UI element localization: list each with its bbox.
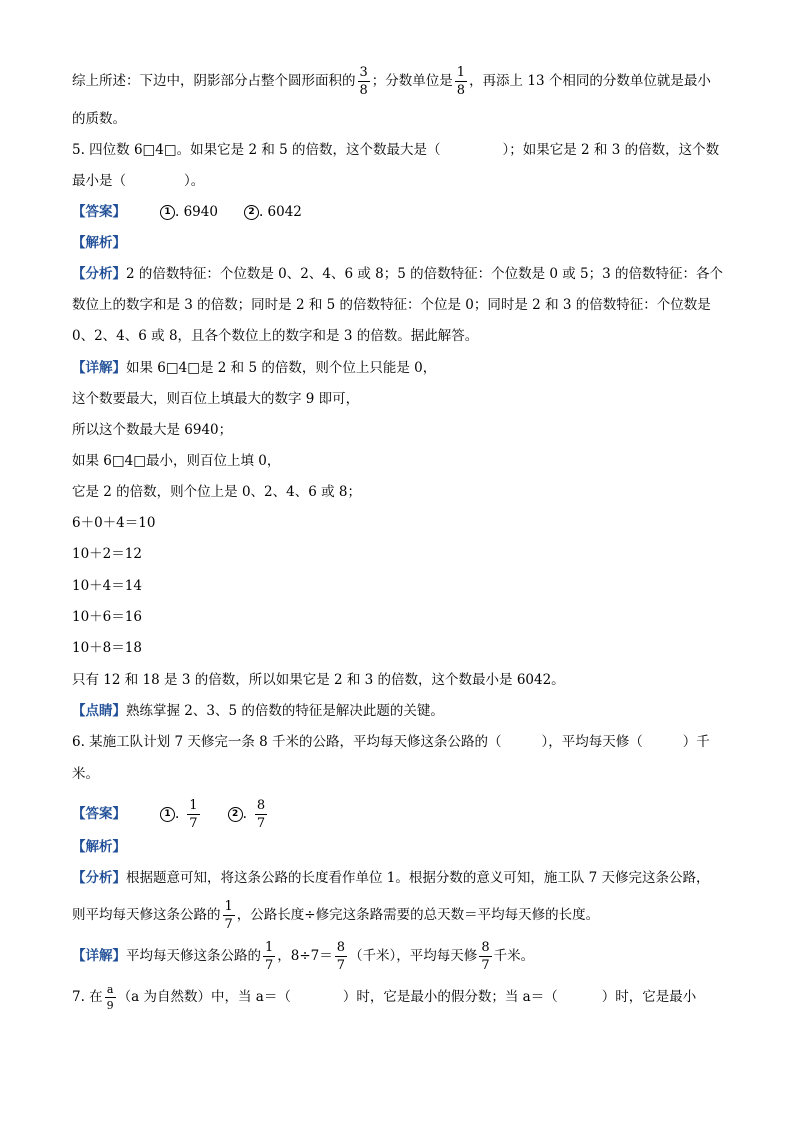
question-6-line-1 [72,733,710,751]
answer-dot: . [175,806,180,822]
fraction-numerator: 1 [189,797,198,813]
fraction-one-seventh [263,941,275,972]
question-5-text-d: ）。 [184,173,205,189]
fraction-denominator: 8 [456,83,466,98]
fraction-denominator: 7 [265,957,274,973]
question-7-text-b: （a 为自然数）中，当 a＝（ [117,989,291,1005]
summary-line-2: 的质数。 [72,111,126,127]
xiangjie-tag: 【详解】 [72,360,126,376]
xiangjie-5-line-3: 所以这个数最大是 6940； [72,422,233,438]
fenxi-5-line-2: 数位上的数字和是 3 的倍数；同时是 2 和 5 的倍数特征：个位是 0；同时是 2 和 3 的倍数特征：个位数是 [72,297,711,313]
answer-6 [72,794,269,834]
xiangjie-6-text-c: （千米），平均每天修 [349,948,478,964]
xiangjie-6-text-d: 千米。 [493,948,535,964]
circled-number-1: 1 [160,807,175,822]
question-6-text-b: ），平均每天修（ [541,734,643,750]
question-5-text-b: ）；如果它是 2 和 3 的倍数，这个数 [502,142,720,158]
fraction-denominator: 7 [336,957,346,973]
answer-tag: 【答案】 [72,806,126,822]
summary-text-c: ，再添上 13 个相同的分数单位就是最小 [469,73,711,89]
fraction-numerator: 8 [481,939,490,955]
fenxi-6-text-b: ，公路长度÷修完这条路需要的总天数＝平均每天修的长度。 [236,907,600,923]
fenxi-6-line-1 [72,869,710,887]
fraction-numerator: 1 [456,65,466,80]
equation-line-5: 10＋8＝18 [72,640,142,656]
question-6-text-c: ）千 [682,734,710,750]
fraction-a-ninths [105,984,116,1011]
xiangjie-tag: 【详解】 [72,948,126,964]
jiexi-tag: 【解析】 [72,839,126,855]
xiangjie-6-text-a: 平均每天修这条公路的 [126,948,261,964]
jiexi-6 [72,838,126,856]
fraction-denominator: 9 [106,998,114,1012]
xiangjie-6 [72,937,534,975]
xiangjie-5-line-1 [72,359,436,377]
fenxi-tag: 【分析】 [72,266,126,282]
fenxi-6-text-a: 则平均每天修这条公路的 [72,907,221,923]
fenxi-tag: 【分析】 [72,870,126,886]
question-7-text-a: 7. 在 [72,989,103,1005]
question-5-text-c: 最小是（ [72,173,126,189]
fenxi-6-text-1: 根据题意可知，将这条公路的长度看作单位 1。根据分数的意义可知，施工队 7 天修完这条公路， [126,870,710,886]
fraction-eight-sevenths [479,941,491,972]
fraction-numerator: a [106,982,114,996]
fenxi-5-line-3: 0、2、4、6 或 8，且各个数位上的数字和是 3 的倍数。据此解答。 [72,328,479,344]
equation-line-2: 10＋2＝12 [72,546,142,562]
equation-line-3: 10＋4＝14 [72,578,142,594]
question-6-text-a: 6. 某施工队计划 7 天修完一条 8 千米的公路，平均每天修这条公路的（ [72,734,502,750]
answer-5-value-1: . 6940 [175,204,218,220]
answer-5 [72,203,302,221]
fenxi-5-text-1: 2 的倍数特征：个位数是 0、2、4、6 或 8；5 的倍数特征：个位数是 0 或 5；3 的倍数特征：各个 [126,266,724,282]
question-5-text-a: 5. 四位数 6□4□。如果它是 2 和 5 的倍数，这个数最大是（ [72,142,441,158]
fraction-three-eighths [358,66,370,97]
circled-number-2: 2 [228,807,243,822]
circled-number-2: 2 [244,205,259,220]
equation-line-1: 6＋0＋4＝10 [72,515,156,531]
dianjing-tag: 【点睛】 [72,703,126,719]
question-5-line-2 [72,172,204,190]
fraction-numerator: 1 [265,939,274,955]
fraction-one-seventh [187,799,199,830]
summary-text-b: ；分数单位是 [371,73,453,89]
fraction-one-seventh [223,900,235,931]
question-5-line-1 [72,141,719,159]
equation-line-4: 10＋6＝16 [72,609,142,625]
circled-number-1: 1 [160,205,175,220]
fraction-denominator: 7 [224,916,233,932]
fraction-eight-sevenths [255,799,267,830]
jiexi-tag: 【解析】 [72,235,126,251]
fraction-numerator: 8 [256,797,266,813]
summary-line-1 [72,66,711,97]
fenxi-6-line-2 [72,897,599,933]
fraction-numerator: 3 [359,65,368,80]
fraction-numerator: 1 [224,898,233,914]
fraction-one-eighth [455,66,467,97]
xiangjie-5-line-5: 它是 2 的倍数，则个位上是 0、2、4、6 或 8； [72,484,361,500]
dianjing-5-text: 熟练掌握 2、3、5 的倍数的特征是解决此题的关键。 [126,703,444,719]
xiangjie-5-text-1: 如果 6□4□是 2 和 5 的倍数，则个位上只能是 0， [126,360,437,376]
dianjing-5 [72,702,444,720]
fenxi-5-line-1 [72,265,723,283]
fraction-denominator: 7 [189,815,198,831]
question-7-line-1 [72,979,696,1015]
question-7-text-d: ）时，它是最小 [601,989,697,1005]
answer-dot: . [242,806,247,822]
question-7-text-c: ）时，它是最小的假分数；当 a＝（ [342,989,558,1005]
question-6-line-2: 米。 [72,766,99,782]
fraction-numerator: 8 [336,939,346,955]
summary-text-a: 综上所述：下边中，阴影部分占整个圆形面积的 [72,73,356,89]
xiangjie-5-conclusion: 只有 12 和 18 是 3 的倍数，所以如果它是 2 和 3 的倍数，这个数最小是 6042。 [72,672,565,688]
answer-tag: 【答案】 [72,204,126,220]
xiangjie-5-line-4: 如果 6□4□最小，则百位上填 0， [72,453,281,469]
xiangjie-6-text-b: ，8÷7＝ [277,948,333,964]
fraction-denominator: 8 [359,83,368,98]
fraction-denominator: 7 [256,815,266,831]
answer-5-value-2: . 6042 [258,204,302,220]
fraction-denominator: 7 [481,957,490,973]
xiangjie-5-line-2: 这个数要最大，则百位上填最大的数字 9 即可， [72,391,360,407]
jiexi-5 [72,234,126,252]
fraction-eight-sevenths [335,941,347,972]
